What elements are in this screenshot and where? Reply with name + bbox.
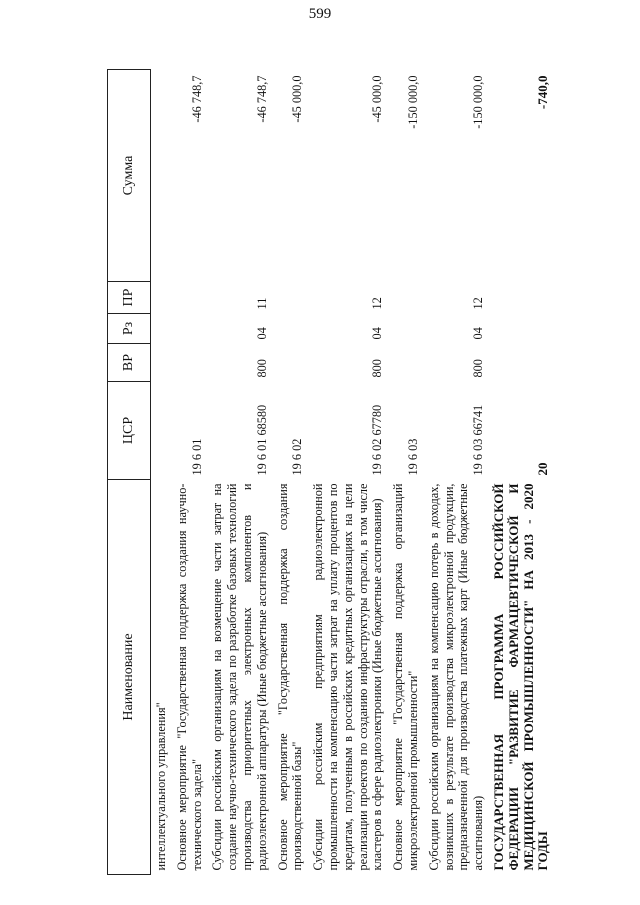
row-sum: -740,0 (535, 75, 551, 110)
header-name: Наименование (108, 480, 151, 875)
row-pr: 11 (254, 297, 269, 310)
table-row (172, 70, 208, 875)
row-rz (273, 314, 309, 344)
row-vr: 800 (254, 359, 269, 378)
row-name: Основное мероприятие "Государственная поддержка создания научно-технического задела" (174, 483, 204, 871)
row-rz (489, 314, 554, 344)
row-pr (388, 282, 424, 314)
row-name: интеллектуального управления" (154, 702, 168, 871)
header-pr: ПР (108, 282, 151, 314)
header-vr: ВР (108, 344, 151, 382)
budget-table (107, 69, 554, 875)
row-csr: 19 6 02 67780 (370, 404, 385, 476)
row-vr: 800 (471, 359, 486, 378)
row-name: Субсидии российским организациям на компенсацию потерь в доходах, возникших в результате производства микроэлектронной продукции, предназначенной для производства платежных карт (Иные бюджетные ассигнования) (426, 483, 486, 871)
row-rz (151, 314, 172, 344)
row-name: ГОСУДАРСТВЕННАЯ ПРОГРАММА РОССИЙСКОЙ ФЕДЕРАЦИИ "РАЗВИТИЕ ФАРМАЦЕВТИЧЕСКОЙ И МЕДИЦИНСКОЙ ПРОМЫШЛЕННОСТИ" НА 2013 - 2020 ГОДЫ (490, 483, 551, 871)
table-row (308, 70, 388, 875)
table-row (273, 70, 309, 875)
row-rz (172, 314, 208, 344)
row-vr (489, 344, 554, 382)
row-pr (151, 282, 172, 314)
row-name: Субсидии российским предприятиям радиоэлектронной промышленности на компенсацию части затрат на уплату процентов по кредитам, полученным в российских кредитных организациях на цели реализации проектов по созданию инфраструктуры отрасли, в том числе кластеров в сфере радиоэлектроники (Иные бюджетные ассигнования) (311, 483, 385, 871)
row-csr: 19 6 01 68580 (254, 404, 269, 476)
row-sum (151, 70, 172, 282)
table-row (207, 70, 272, 875)
row-rz: 04 (254, 327, 269, 340)
row-pr (172, 282, 208, 314)
row-rz (388, 314, 424, 344)
row-csr: 19 6 02 (290, 438, 305, 476)
row-vr (388, 344, 424, 382)
header-rz: Рз (108, 314, 151, 344)
row-pr (273, 282, 309, 314)
table-row (388, 70, 424, 875)
row-sum: -45 000,0 (370, 75, 385, 123)
row-rz: 04 (370, 327, 385, 340)
header-csr: ЦСР (108, 382, 151, 480)
rotated-budget-table-page (107, 70, 583, 875)
row-vr (172, 344, 208, 382)
row-csr: 19 6 03 (405, 438, 420, 476)
page-number: 599 (308, 6, 332, 22)
row-csr: 19 6 03 66741 (471, 404, 486, 476)
row-pr (489, 282, 554, 314)
row-name: Основное мероприятие "Государственная поддержка создания производственной базы" (275, 483, 305, 871)
row-vr: 800 (370, 359, 385, 378)
row-sum: -46 748,7 (254, 75, 269, 123)
row-sum: -150 000,0 (405, 75, 420, 129)
row-sum: -150 000,0 (471, 75, 486, 129)
row-csr: 19 6 01 (189, 438, 204, 476)
row-pr: 12 (471, 297, 486, 310)
row-name: Основное мероприятие "Государственная поддержка организаций микроэлектронной промышленности" (391, 483, 420, 871)
row-vr (151, 344, 172, 382)
row-sum: -45 000,0 (290, 75, 305, 123)
table-row (424, 70, 489, 875)
row-csr (151, 382, 172, 480)
header-sum: Сумма (108, 70, 151, 282)
row-pr: 12 (370, 297, 385, 310)
table-row-total (489, 70, 554, 875)
row-vr (273, 344, 309, 382)
row-name: Субсидии российским организациям на возмещение части затрат на создание научно-технического задела по разработке базовых технологий производства приоритетных электронных компонентов и радиоэлектронной аппаратуры (Иные бюджетные ассигнования) (210, 483, 269, 871)
table-row (151, 70, 172, 875)
row-sum: -46 748,7 (189, 75, 204, 123)
row-csr: 20 (535, 462, 551, 476)
table-header-row (108, 70, 151, 875)
row-rz: 04 (471, 327, 486, 340)
